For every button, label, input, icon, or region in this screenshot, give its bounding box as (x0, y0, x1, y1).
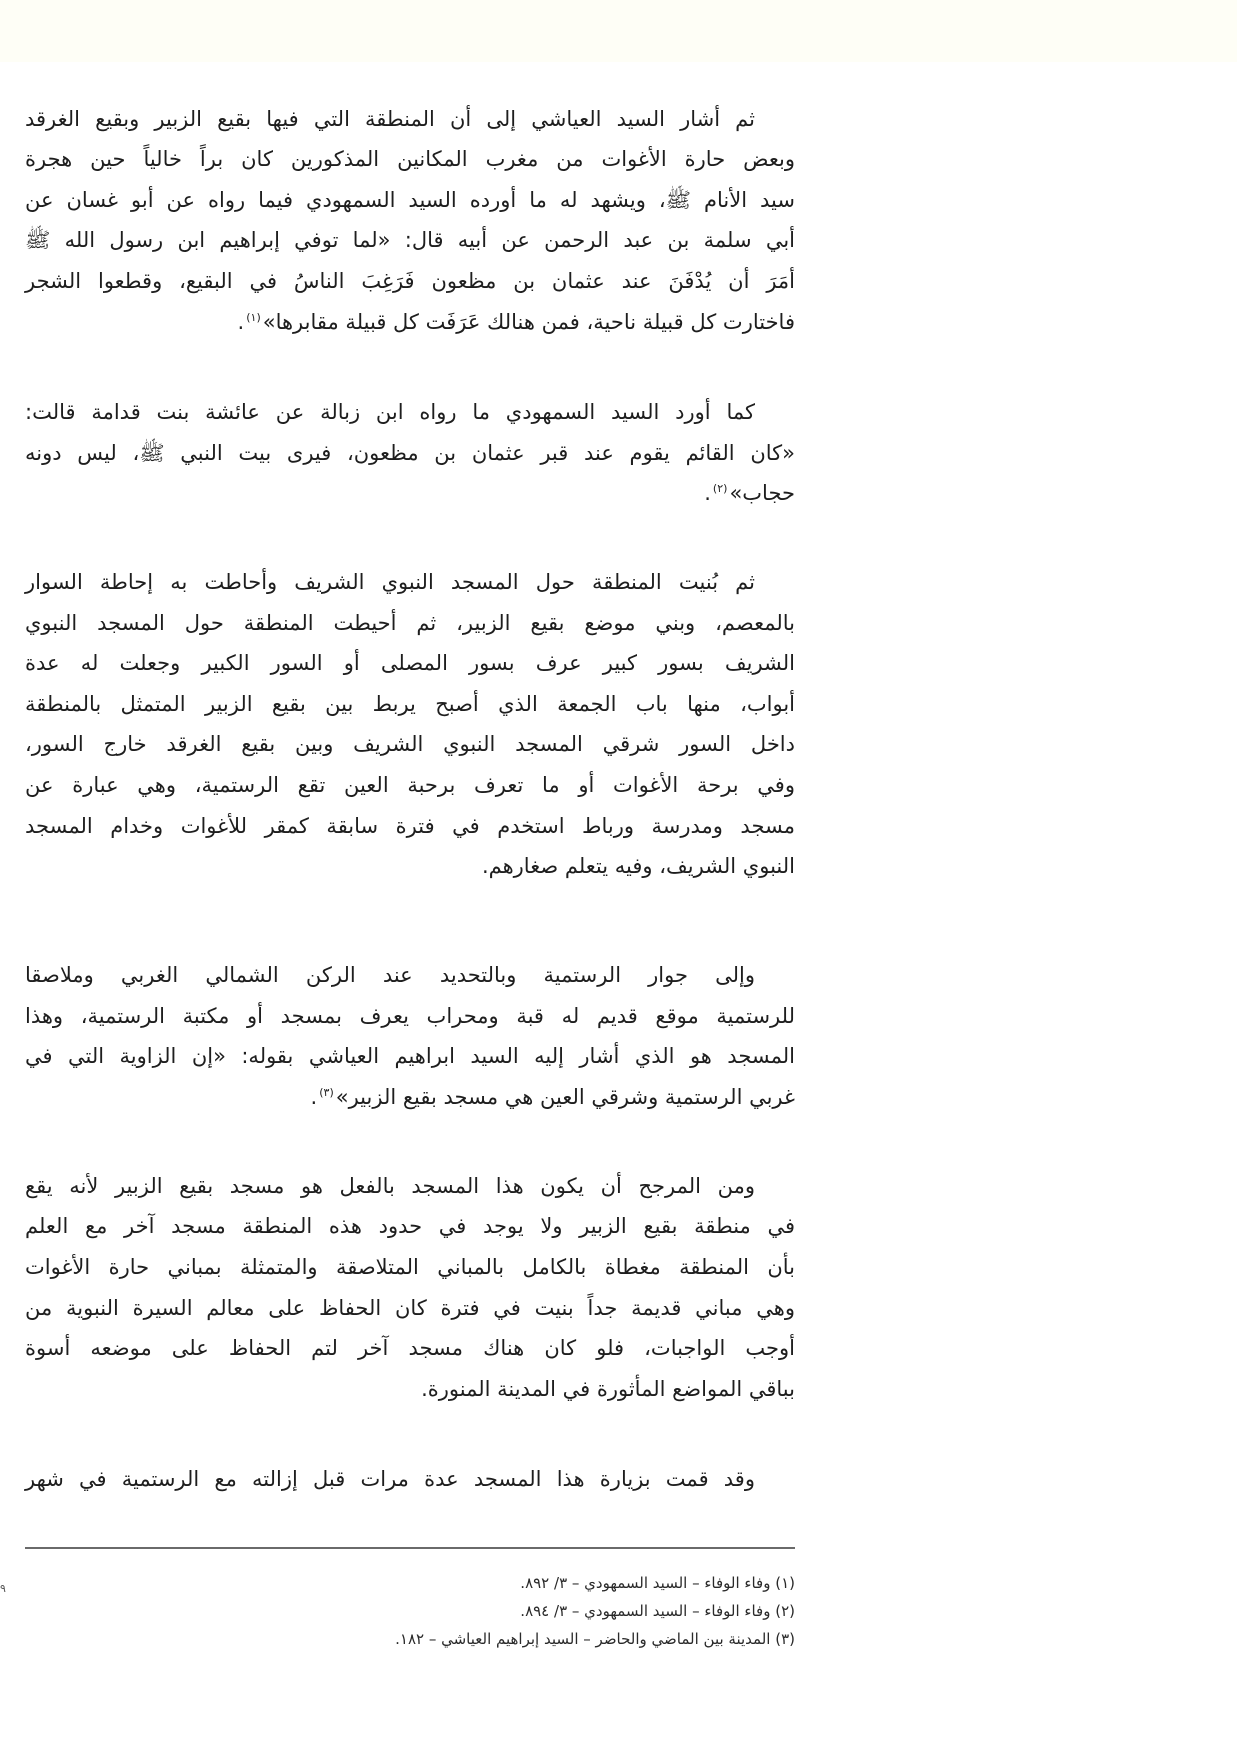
text-line: ومن المرجح أن يكون هذا المسجد بالفعل هو مسجد بقيع الزبير لأنه يقع (25, 1174, 755, 1198)
text-line: النبوي الشريف، وفيه يتعلم صغارهم. (481, 854, 795, 878)
text-line: أوجب الواجبات، فلو كان هناك مسجد آخر لتم الحفاظ على موضعه أسوة (25, 1336, 795, 1360)
text-line: ثم بُنيت المنطقة حول المسجد النبوي الشريف وأحاطت به إحاطة السوار (25, 570, 755, 594)
footnote-ref[interactable]: (٢) (712, 482, 728, 495)
text-line: الشريف بسور كبير عرف بسور المصلى أو السور الكبير وجعلت له عدة (25, 651, 795, 675)
page-number-fragment: ٩ (0, 1582, 6, 1595)
footnote-2: (٢) وفاء الوفاء – السيد السمهودي – ٣/ ٨٩٤. (520, 1602, 795, 1620)
line-text: فاختارت كل قبيلة ناحية، فمن هنالك عَرَفَت كل قبيلة مقابرها» (262, 310, 795, 334)
text-line: بباقي المواضع المأثورة في المدينة المنورة. (421, 1377, 795, 1401)
text-line: سيد الأنام ﷺ، ويشهد له ما أورده السيد السمهودي فيما رواه عن أبو غسان عن (25, 188, 795, 212)
text-line: أبي سلمة بن عبد الرحمن عن أبيه قال: «لما توفي إبراهيم ابن رسول الله ﷺ (25, 228, 795, 252)
text-line (25, 473, 795, 513)
period: . (704, 481, 711, 505)
text-line (25, 1077, 795, 1117)
text-line: وبعض حارة الأغوات من مغرب المكانين المذكورين كان براً خالياً حين هجرة (25, 147, 795, 171)
text-line: «كان القائم يقوم عند قبر عثمان بن مظعون، فيرى بيت النبي ﷺ، ليس دونه (25, 441, 795, 465)
text-line: مسجد ومدرسة ورباط استخدم في فترة سابقة كمقر للأغوات وخدام المسجد (25, 814, 795, 838)
text-line: للرستمية موقع قديم له قبة ومحراب يعرف بمسجد أو مكتبة الرستمية، وهذا (25, 1004, 795, 1028)
footnote-separator (25, 1547, 795, 1549)
line-text: حجاب» (729, 481, 795, 505)
text-line: وفي برحة الأغوات أو ما تعرف برحبة العين تقع الرستمية، وهي عبارة عن (25, 773, 795, 797)
text-line: داخل السور شرقي المسجد النبوي الشريف وبين بقيع الغرقد خارج السور، (25, 732, 795, 756)
text-line: بأن المنطقة مغطاة بالكامل بالمباني المتلاصقة والمتمثلة بمباني حارة الأغوات (25, 1255, 795, 1279)
period: . (310, 1085, 318, 1109)
text-line: بالمعصم، وبني موضع بقيع الزبير، ثم أحيطت المنطقة حول المسجد النبوي (25, 611, 795, 635)
text-line: وإلى جوار الرستمية وبالتحديد عند الركن الشمالي الغربي وملاصقا (25, 963, 755, 987)
text-line: وقد قمت بزيارة هذا المسجد عدة مرات قبل إزالته مع الرستمية في شهر (25, 1467, 755, 1491)
text-line: كما أورد السيد السمهودي ما رواه ابن زبالة عن عائشة بنت قدامة قالت: (25, 400, 755, 424)
text-line: في منطقة بقيع الزبير ولا يوجد في حدود هذه المنطقة مسجد آخر مع العلم (25, 1214, 795, 1238)
footnote-3: (٣) المدينة بين الماضي والحاضر – السيد إبراهيم العياشي – ١٨٢. (395, 1630, 795, 1648)
footnote-1: (١) وفاء الوفاء – السيد السمهودي – ٣/ ٨٩٢. (520, 1574, 795, 1592)
text-line (25, 302, 795, 342)
line-text: غربي الرستمية وشرقي العين هي مسجد بقيع الزبير» (335, 1085, 795, 1109)
footnote-ref[interactable]: (٣) (319, 1086, 334, 1099)
text-line: وهي مباني قديمة جداً بنيت في فترة كان الحفاظ على معالم السيرة النبوية من (25, 1296, 795, 1320)
footnote-ref[interactable]: (١) (246, 311, 261, 324)
text-line: ثم أشار السيد العياشي إلى أن المنطقة التي فيها بقيع الزبير وبقيع الغرقد (25, 107, 755, 131)
text-line: أبواب، منها باب الجمعة الذي أصبح يربط بين بقيع الزبير المتمثل بالمنطقة (25, 692, 795, 716)
text-line: المسجد هو الذي أشار إليه السيد ابراهيم العياشي بقوله: «إن الزاوية التي في (25, 1044, 795, 1068)
book-page (25, 0, 795, 1750)
text-line: أمَرَ أن يُدْفَنَ عند عثمان بن مظعون فَرَغِبَ الناسُ في البقيع، وقطعوا الشجر (25, 269, 795, 293)
period: . (237, 310, 245, 334)
